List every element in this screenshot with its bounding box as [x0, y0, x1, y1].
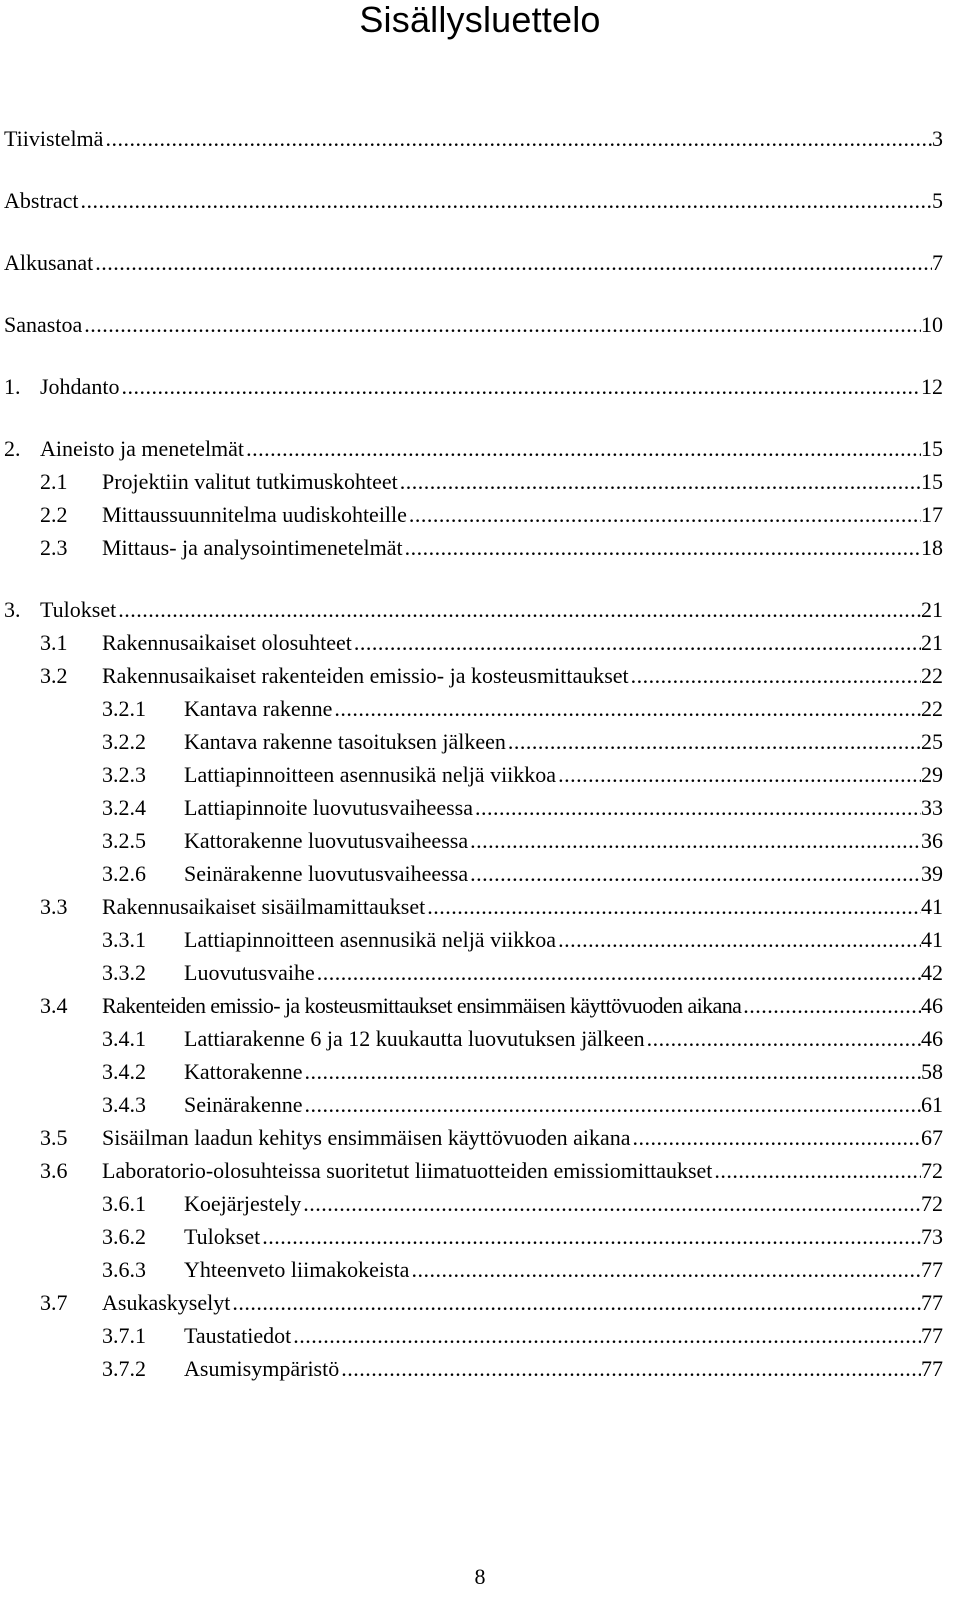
toc-entry-page: 58 [921, 1059, 943, 1084]
toc-entry[interactable] [0, 760, 960, 790]
toc-leader-dots [714, 1156, 921, 1186]
toc-entry-page: 25 [921, 729, 943, 754]
toc-entry-title: Rakennusaikaiset olosuhteet [102, 630, 352, 655]
toc-entry-title: Aineisto ja menetelmät [40, 436, 245, 461]
toc-entry[interactable] [0, 434, 960, 464]
toc-leader-dots [354, 628, 921, 658]
toc-entry-title: Tulokset [184, 1224, 261, 1249]
toc-entry-title: Rakenteiden emissio- ja kosteusmittaukset ensimmäisen käyttövuoden aikana [102, 993, 742, 1018]
toc-entry-number: 3.6.2 [102, 1224, 146, 1249]
toc-entry-page: 77 [921, 1323, 943, 1348]
toc-leader-dots [411, 1255, 921, 1285]
toc-entry-number: 3.3 [40, 894, 68, 919]
toc-entry[interactable] [0, 1090, 960, 1120]
toc-entry-number: 3.2.2 [102, 729, 146, 754]
toc-entry-title: Abstract [4, 188, 79, 213]
toc-entry-number: 3.6.1 [102, 1191, 146, 1216]
toc-entry-page: 10 [921, 312, 943, 337]
toc-entry[interactable] [0, 372, 960, 402]
toc-entry-number: 3.2.6 [102, 861, 146, 886]
toc-entry[interactable] [0, 1189, 960, 1219]
toc-entry-number: 2. [4, 436, 21, 461]
toc-entry[interactable] [0, 661, 960, 691]
toc-entry-title: Mittaussuunnitelma uudiskohteille [102, 502, 407, 527]
toc-entry-page: 15 [921, 436, 943, 461]
toc-entry[interactable] [0, 1321, 960, 1351]
toc-entry-title: Asukaskyselyt [102, 1290, 231, 1315]
toc-entry-number: 1. [4, 374, 21, 399]
toc-entry-page: 22 [921, 663, 943, 688]
toc-entry-number: 3.7.2 [102, 1356, 146, 1381]
toc-leader-dots [317, 958, 921, 988]
toc-entry-page: 67 [921, 1125, 943, 1150]
toc-entry-page: 61 [921, 1092, 943, 1117]
toc-leader-dots [475, 793, 921, 823]
toc-leader-dots [246, 434, 921, 464]
toc-entry[interactable] [0, 859, 960, 889]
toc-entry-page: 21 [921, 630, 943, 655]
toc-entry-title: Mittaus- ja analysointimenetelmät [102, 535, 403, 560]
toc-leader-dots [558, 760, 921, 790]
toc-entry-page: 46 [921, 1026, 943, 1051]
toc-entry[interactable] [0, 1057, 960, 1087]
toc-leader-dots [118, 595, 921, 625]
toc-entry-title: Asumisympäristö [184, 1356, 340, 1381]
toc-entry-title: Lattiapinnoite luovutusvaiheessa [184, 795, 473, 820]
toc-leader-dots [232, 1288, 921, 1318]
toc-leader-dots [409, 500, 921, 530]
toc-entry-page: 36 [921, 828, 943, 853]
toc-entry[interactable] [0, 186, 960, 216]
toc-entry-title: Laboratorio-olosuhteissa suoritetut liimatuotteiden emissiomittaukset [102, 1158, 713, 1183]
toc-entry[interactable] [0, 1123, 960, 1153]
toc-entry[interactable] [0, 727, 960, 757]
toc-entry-title: Sisäilman laadun kehitys ensimmäisen käyttövuoden aikana [102, 1125, 631, 1150]
toc-entry-page: 77 [921, 1290, 943, 1315]
toc-entry[interactable] [0, 694, 960, 724]
toc-leader-dots [633, 1123, 922, 1153]
toc-entry-title: Kattorakenne [184, 1059, 303, 1084]
toc-entry-title: Tulokset [40, 597, 117, 622]
toc-leader-dots [305, 1057, 922, 1087]
toc-entry-page: 39 [921, 861, 943, 886]
toc-entry[interactable] [0, 310, 960, 340]
toc-leader-dots [305, 1090, 922, 1120]
toc-leader-dots [427, 892, 921, 922]
toc-entry-number: 2.3 [40, 535, 68, 560]
toc-entry-number: 3.7 [40, 1290, 68, 1315]
toc-entry[interactable] [0, 533, 960, 563]
toc-entry-page: 7 [932, 250, 943, 275]
toc-entry-number: 3.3.1 [102, 927, 146, 952]
toc-entry-title: Alkusanat [4, 250, 94, 275]
toc-entry-title: Kantava rakenne [184, 696, 333, 721]
toc-leader-dots [105, 124, 932, 154]
toc-entry-number: 3.2 [40, 663, 68, 688]
toc-entry-title: Seinärakenne luovutusvaiheessa [184, 861, 469, 886]
toc-leader-dots [293, 1321, 921, 1351]
toc-entry-number: 3.3.2 [102, 960, 146, 985]
toc-leader-dots [508, 727, 921, 757]
toc-entry-title: Lattiapinnoitteen asennusikä neljä viikkoa [184, 762, 557, 787]
toc-entry[interactable] [0, 826, 960, 856]
toc-entry-page: 18 [921, 535, 943, 560]
toc-leader-dots [334, 694, 921, 724]
toc-entry-number: 3.4.2 [102, 1059, 146, 1084]
toc-entry-title: Luovutusvaihe [184, 960, 315, 985]
page-title: Sisällysluettelo [359, 0, 601, 40]
toc-leader-dots [262, 1222, 921, 1252]
toc-leader-dots [470, 859, 921, 889]
toc-leader-dots [121, 372, 921, 402]
toc-entry-page: 41 [921, 894, 943, 919]
toc-leader-dots [400, 467, 921, 497]
toc-entry-number: 3.2.3 [102, 762, 146, 787]
toc-entry-page: 73 [921, 1224, 943, 1249]
toc-entry-number: 3.4.1 [102, 1026, 146, 1051]
toc-entry-title: Koejärjestely [184, 1191, 302, 1216]
toc-entry-number: 3.2.5 [102, 828, 146, 853]
toc-entry-number: 3.5 [40, 1125, 68, 1150]
toc-entry[interactable] [0, 124, 960, 154]
toc-entry-number: 3.7.1 [102, 1323, 146, 1348]
toc-entry[interactable] [0, 1255, 960, 1285]
toc-entry-title: Tiivistelmä [4, 126, 104, 151]
toc-entry-title: Taustatiedot [184, 1323, 292, 1348]
toc-entry-page: 42 [921, 960, 943, 985]
toc-entry-page: 29 [921, 762, 943, 787]
toc-leader-dots [631, 661, 921, 691]
toc-entry-title: Seinärakenne [184, 1092, 303, 1117]
toc-entry-page: 72 [921, 1191, 943, 1216]
toc-entry[interactable] [0, 1288, 960, 1318]
toc-entry[interactable] [0, 925, 960, 955]
toc-entry-page: 46 [921, 993, 943, 1018]
toc-entry[interactable] [0, 793, 960, 823]
toc-entry[interactable] [0, 1354, 960, 1384]
toc-entry-page: 77 [921, 1356, 943, 1381]
toc-entry-page: 5 [932, 188, 943, 213]
toc-entry-page: 77 [921, 1257, 943, 1282]
toc-leader-dots [558, 925, 921, 955]
toc-entry-page: 33 [921, 795, 943, 820]
toc-entry-number: 3.1 [40, 630, 68, 655]
toc-entry-number: 2.1 [40, 469, 68, 494]
toc-entry-page: 72 [921, 1158, 943, 1183]
toc-leader-dots [95, 248, 932, 278]
toc-entry-number: 3.4.3 [102, 1092, 146, 1117]
toc-entry-title: Rakennusaikaiset rakenteiden emissio- ja kosteusmittaukset [102, 663, 629, 688]
toc-entry-number: 3.6.3 [102, 1257, 146, 1282]
toc-leader-dots [470, 826, 921, 856]
toc-entry-number: 2.2 [40, 502, 68, 527]
toc-entry[interactable] [0, 500, 960, 530]
toc-entry[interactable] [0, 1156, 960, 1186]
toc-entry-title: Sanastoa [4, 312, 83, 337]
toc-entry-title: Kattorakenne luovutusvaiheessa [184, 828, 469, 853]
toc-leader-dots [81, 186, 932, 216]
toc-leader-dots [743, 991, 921, 1021]
toc-entry-title: Projektiin valitut tutkimuskohteet [102, 469, 398, 494]
toc-entry[interactable] [0, 595, 960, 625]
toc-entry-page: 21 [921, 597, 943, 622]
toc-entry-number: 3. [4, 597, 21, 622]
toc-entry-title: Lattiapinnoitteen asennusikä neljä viikkoa [184, 927, 557, 952]
toc-entry[interactable] [0, 958, 960, 988]
toc-entry[interactable] [0, 1222, 960, 1252]
toc-entry-number: 3.2.4 [102, 795, 146, 820]
toc-entry-title: Lattiarakenne 6 ja 12 kuukautta luovutuksen jälkeen [184, 1026, 645, 1051]
toc-entry-page: 12 [921, 374, 943, 399]
toc-leader-dots [647, 1024, 921, 1054]
toc-entry[interactable] [0, 1024, 960, 1054]
toc-entry[interactable] [0, 248, 960, 278]
toc-entry-title: Johdanto [40, 374, 120, 399]
toc-entry-page: 17 [921, 502, 943, 527]
toc-entry-number: 3.6 [40, 1158, 68, 1183]
toc-entry-number: 3.2.1 [102, 696, 146, 721]
toc-leader-dots [341, 1354, 921, 1384]
toc-leader-dots [303, 1189, 921, 1219]
toc-entry[interactable] [0, 991, 960, 1021]
toc-entry-page: 41 [921, 927, 943, 952]
toc-entry-number: 3.4 [40, 993, 68, 1018]
toc-entry-title: Yhteenveto liimakokeista [184, 1257, 410, 1282]
toc-entry-page: 3 [932, 126, 943, 151]
page-number: 8 [474, 1564, 486, 1589]
toc-entry[interactable] [0, 892, 960, 922]
toc-entry-title: Kantava rakenne tasoituksen jälkeen [184, 729, 506, 754]
toc-entry[interactable] [0, 628, 960, 658]
toc-entry-page: 22 [921, 696, 943, 721]
toc-entry-page: 15 [921, 469, 943, 494]
toc-leader-dots [84, 310, 921, 340]
toc-entry[interactable] [0, 467, 960, 497]
toc-leader-dots [405, 533, 921, 563]
toc-entry-title: Rakennusaikaiset sisäilmamittaukset [102, 894, 426, 919]
